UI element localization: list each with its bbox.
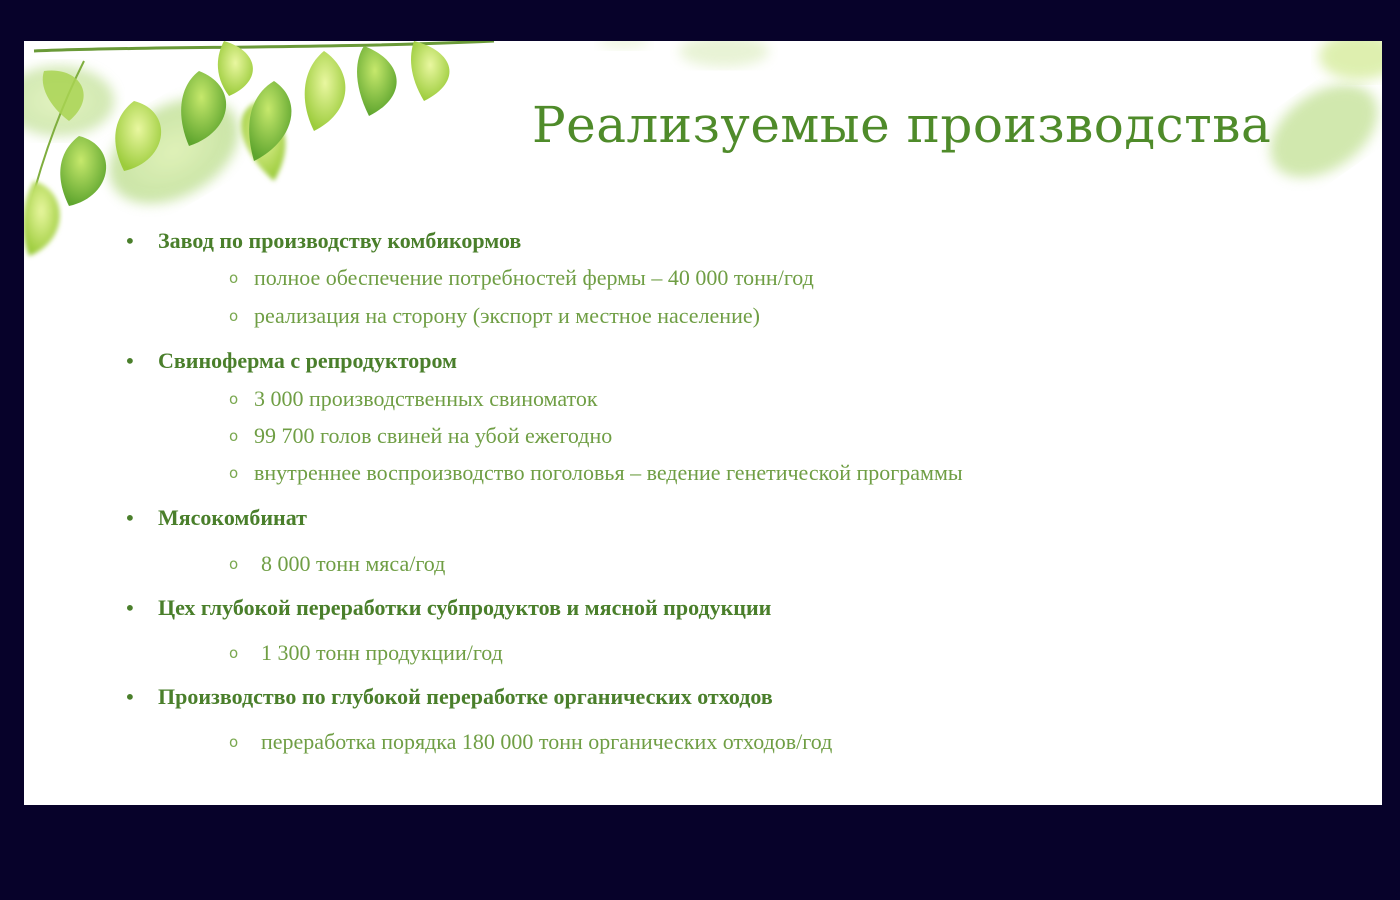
sub-bullet-marker: o xyxy=(229,733,239,751)
sub-list-item: переработка порядка 180 000 тонн органических отходов/год xyxy=(261,729,833,754)
sub-list-item: 1 300 тонн продукции/год xyxy=(261,640,503,665)
slide xyxy=(24,41,1382,805)
sub-bullet-marker: o xyxy=(229,390,239,408)
sub-bullet-marker: o xyxy=(229,464,239,482)
list-item-label: Завод по производству комбикормов xyxy=(158,228,522,253)
bullet-marker: • xyxy=(124,506,136,530)
bullet-marker: • xyxy=(124,229,136,253)
bullet-marker: • xyxy=(124,685,136,709)
list-item-label: Цех глубокой переработки субпродуктов и мясной продукции xyxy=(158,595,772,620)
sub-bullet-marker: o xyxy=(229,427,239,445)
sub-bullet-marker: o xyxy=(229,307,239,325)
sub-bullet-marker: o xyxy=(229,269,239,287)
leaf-cluster-icon xyxy=(24,41,494,256)
sub-list-item: 99 700 голов свиней на убой ежегодно xyxy=(254,423,613,448)
list-item-label: Производство по глубокой переработке органических отходов xyxy=(158,684,773,709)
list-item-label: Мясокомбинат xyxy=(158,505,307,530)
sub-list-item: внутреннее воспроизводство поголовья – ведение генетической программы xyxy=(254,460,963,485)
list-item-label: Свиноферма с репродуктором xyxy=(158,348,458,373)
sub-bullet-marker: o xyxy=(229,644,239,662)
sub-list-item: 8 000 тонн мяса/год xyxy=(261,551,446,576)
sub-list-item: 3 000 производственных свиноматок xyxy=(254,386,598,411)
bullet-marker: • xyxy=(124,349,136,373)
slide-title: Реализуемые производства xyxy=(532,96,1272,154)
sub-list-item: реализация на сторону (экспорт и местное население) xyxy=(254,303,760,328)
sub-list-item: полное обеспечение потребностей фермы – 40 000 тонн/год xyxy=(254,265,814,290)
bullet-marker: • xyxy=(124,596,136,620)
sub-bullet-marker: o xyxy=(229,555,239,573)
